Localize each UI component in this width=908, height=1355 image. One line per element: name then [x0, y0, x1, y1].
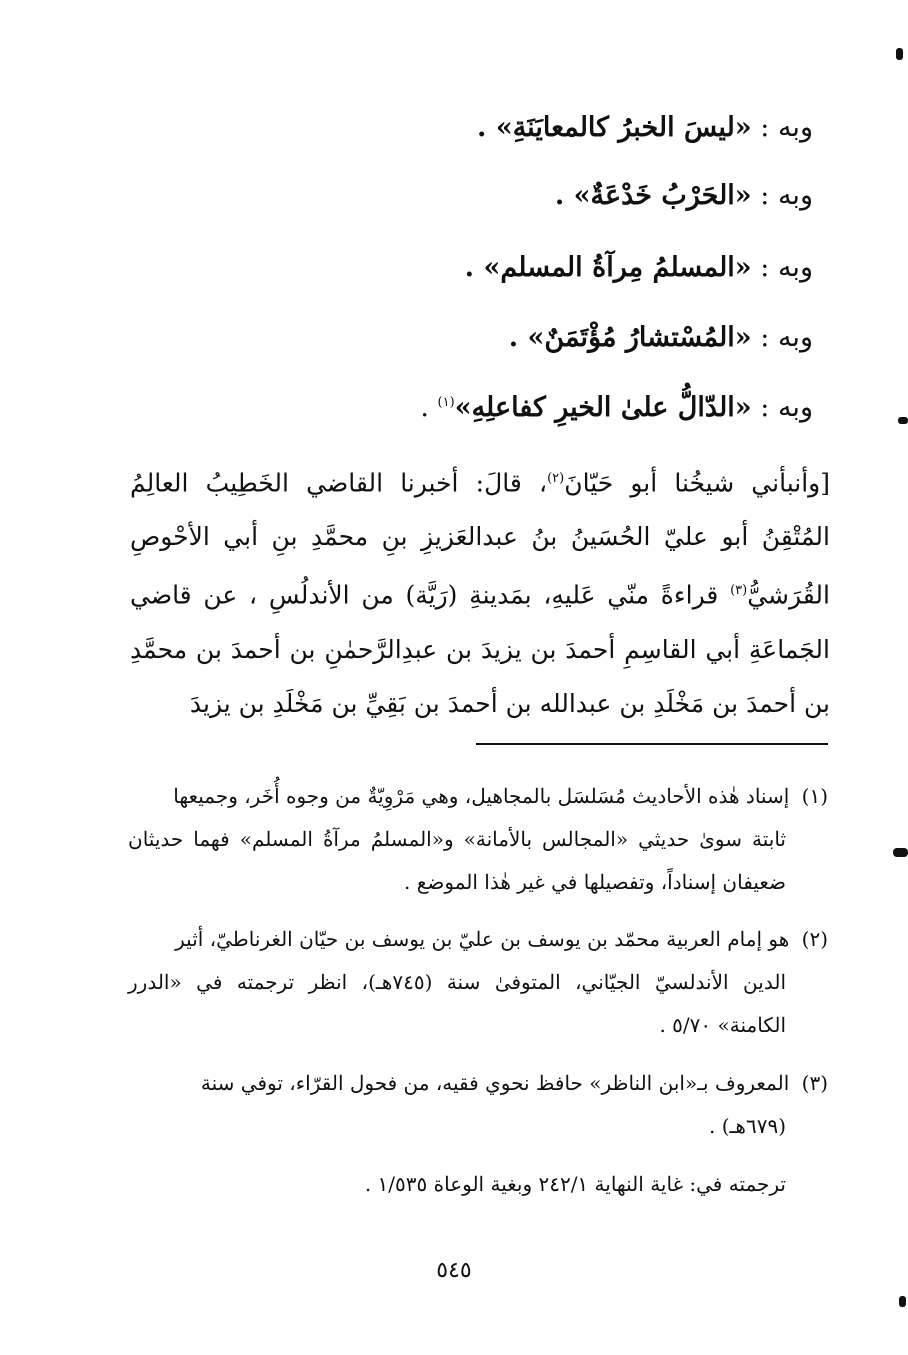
footnote-2 — [128, 918, 828, 1047]
footnote-note — [128, 1163, 828, 1206]
footnote-text: إسناد هٰذه الأحاديث مُسَلسَل بالمجاهيل، وهي مَرْوِيّةٌ من وجوه أُخَر، وجميعها — [173, 784, 790, 808]
hadith-text: «ليسَ الخبرُ كالمعايَنَةِ» . — [477, 112, 752, 143]
hadith-prefix: وبه : — [760, 392, 813, 423]
footnote-number: (٣) — [801, 1071, 828, 1095]
hadith-text: «المُسْتشارُ مُؤْتَمَنٌ» . — [508, 322, 752, 353]
hadith-end: . — [420, 392, 438, 423]
hadith-line-3 — [465, 252, 813, 283]
body-text-part-1: [وأنبأني شيخُنا أبو حَيّانَ — [564, 468, 830, 498]
scan-edge-mark — [896, 48, 903, 60]
footnote-reference[interactable]: (١) — [437, 395, 455, 410]
body-text-part-2: ، قالَ: أخبرنا القاضي الخَطِيبُ العالِمُ المُتْقِنُ أبو عليّ الحُسَينُ بنُ عبدالعَزيزِ بنِ محمَّدِ بنِ أبي الأحْوصِ القُرَشيُّ — [130, 468, 830, 610]
hadith-text: «الحَرْبُ خَدْعَةٌ» . — [554, 180, 752, 211]
footnote-number: (١) — [801, 784, 828, 808]
hadith-line-5 — [420, 392, 813, 423]
hadith-line-2 — [555, 180, 813, 211]
hadith-prefix: وبه : — [760, 180, 813, 211]
footnote-text-continued: الدين الأندلسيّ الجيّاني، المتوفىٰ سنة (٧٤٥هـ)، انظر ترجمته في «الدرر الكامنة» ٥/٧٠ . — [128, 970, 786, 1037]
hadith-line-4 — [509, 322, 813, 353]
footnote-text: المعروف بـ«ابن الناظر» حافظ نحوي فقيه، من فحول القرّاء، توفي سنة — [200, 1071, 790, 1095]
footnote-text: هو إمام العربية محمّد بن يوسف بن عليّ بن يوسف بن حيّان الغرناطيّ، أثير — [175, 927, 790, 951]
hadith-text: «الدّالُّ علىٰ الخيرِ كفاعلِهِ» — [454, 392, 752, 423]
hadith-prefix: وبه : — [760, 252, 813, 283]
scan-edge-mark — [899, 1296, 906, 1307]
hadith-line-1 — [477, 112, 813, 143]
scan-edge-mark — [898, 417, 908, 424]
body-paragraph — [130, 452, 830, 731]
footnote-text-continued: ثابتة سوىٰ حديثي «المجالس بالأمانة» و«المسلمُ مرآةُ المسلم» فهما حديثان ضعيفان إسناداً، وتفصيلها في غير هٰذا الموضع . — [128, 827, 786, 894]
body-text-part-3: قراءةً منّي عَليهِ، بمَدينةِ (رَيَّة) من الأندلُسِ ، عن قاضي الجَماعَةِ أبي القاسِمِ أحمدَ بن يزيدَ بن عبدِالرَّحمٰنِ بن أحمدَ بن محمَّدِ بن أحمدَ بن مَخْلَدِ بن عبدالله بن أحمدَ بن بَقِيِّ بن مَخْلَدِ بن يزيدَ — [130, 580, 830, 718]
footnote-separator — [476, 743, 828, 745]
footnote-3 — [128, 1062, 828, 1148]
hadith-prefix: وبه : — [760, 322, 813, 353]
hadith-prefix: وبه : — [760, 112, 813, 143]
footnote-text-continued: (٦٧٩هـ) . — [709, 1114, 786, 1138]
biography-reference: ترجمته في: غاية النهاية ٢٤٢/١ وبغية الوعاة ١/٥٣٥ . — [364, 1172, 786, 1196]
hadith-text: «المسلمُ مِرآةُ المسلم» . — [464, 252, 752, 283]
footnote-1 — [128, 775, 828, 904]
footnote-reference[interactable]: (٢) — [547, 471, 565, 486]
page-number: ٥٤٥ — [436, 1258, 472, 1283]
scan-edge-mark — [893, 848, 908, 857]
footnote-reference[interactable]: (٣) — [730, 583, 748, 599]
footnote-number: (٢) — [801, 927, 828, 951]
